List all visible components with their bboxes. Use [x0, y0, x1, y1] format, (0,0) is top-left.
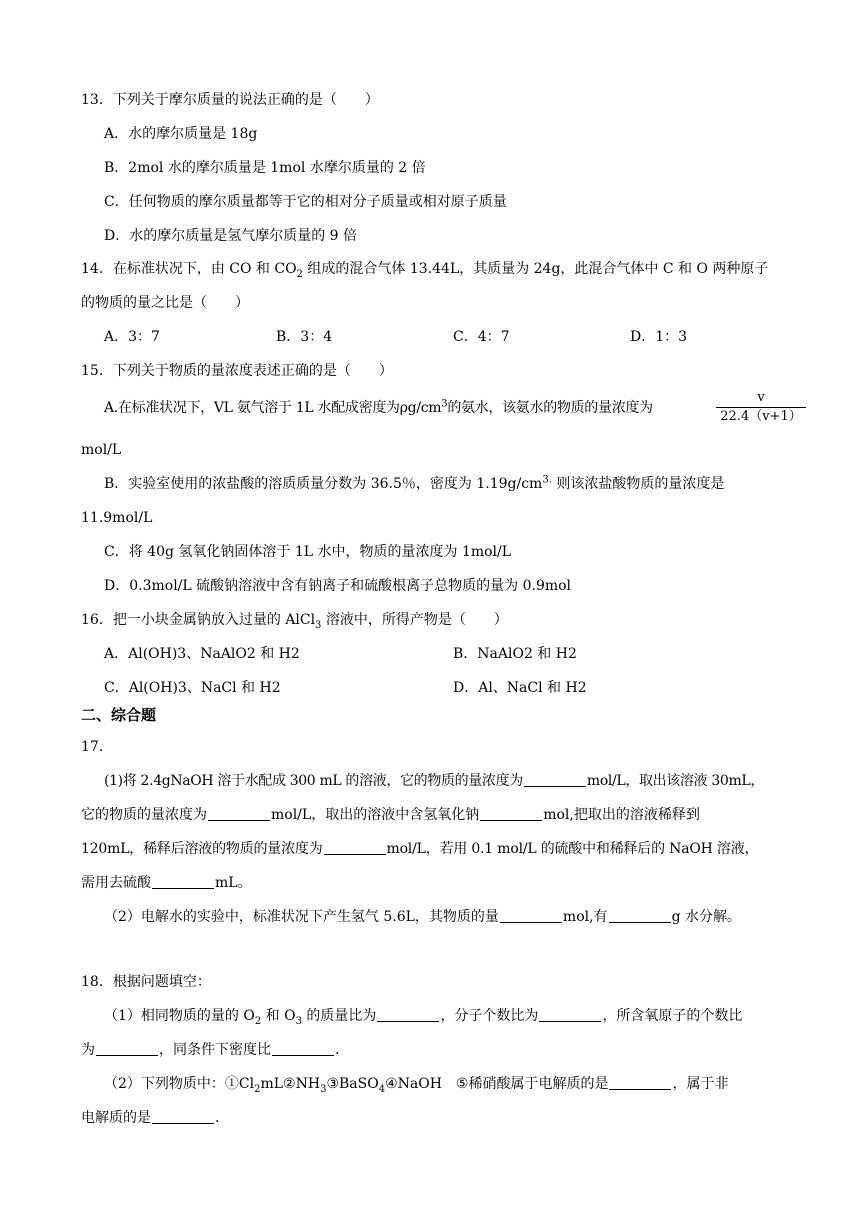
q15-option-a-unit: mol/L [81, 442, 122, 458]
q17-number: 17． [81, 739, 113, 755]
answer-blank[interactable] [96, 1041, 158, 1056]
q15-option-a: A.在标准状况下，VL 氨气溶于 1L 水配成密度为$\rho g/cm^3$的氨水，该氨水的物质的量浓度为 [104, 398, 653, 416]
q15-option-a-fraction [716, 389, 806, 426]
fraction-numerator: v [716, 389, 806, 408]
answer-blank[interactable] [152, 874, 214, 889]
q13-stem: 13．下列关于摩尔质量的说法正确的是（ ） [81, 92, 379, 108]
q18-part2-line1: （2）下列物质中：$①Cl_2mL②NH_3③BaSO_4④NaOH$ ⑤稀硝酸属于电解质的是 ，属于非 [104, 1076, 729, 1095]
q18-part2-line2: 电解质的是 . [81, 1110, 220, 1126]
answer-blank[interactable] [524, 772, 586, 787]
q16-option-d: D．Al、NaCl 和 H2 [453, 680, 587, 696]
fraction-denominator: 22.4（v+1） [720, 409, 802, 424]
q13-option-d: D．水的摩尔质量是氢气摩尔质量的 9 倍 [104, 228, 358, 244]
q13-option-c: C．任何物质的摩尔质量都等于它的相对分子质量或相对原子质量 [104, 194, 507, 210]
answer-blank[interactable] [208, 806, 270, 821]
answer-blank[interactable] [377, 1007, 439, 1022]
q15-option-d: D．0.3mol/L 硫酸钠溶液中含有钠离子和硫酸根离子总物质的量为 0.9mol [104, 578, 572, 594]
q15-stem: 15．下列关于物质的量浓度表述正确的是（ ） [81, 363, 393, 379]
q17-part1-line2: 它的物质的量浓度为 mol/L，取出的溶液中含氢氧化钠 mol,把取出的溶液稀释到 [81, 807, 700, 823]
q18-stem: 18．根据问题填空： [81, 974, 211, 990]
answer-blank[interactable] [539, 1007, 601, 1022]
q17-part1-line1: (1)将 2.4gNaOH 溶于水配成 300 mL 的溶液，它的物质的量浓度为 mol/L，取出该溶液 30mL， [104, 773, 764, 789]
answer-blank[interactable] [609, 1075, 671, 1090]
q17-part2: （2）电解水的实验中，标准状况下产生氢气 5.6L，其物质的量 mol,有 g 水分解。 [104, 909, 741, 925]
q13-option-b: B．2mol 水的摩尔质量是 1mol 水摩尔质量的 2 倍 [104, 160, 426, 176]
section-2-title: 二、综合题 [81, 706, 157, 724]
q17-part1-line3: 120mL，稀释后溶液的物质的量浓度为 mol/L，若用 0.1 mol/L 的硫酸中和稀释后的 NaOH 溶液， [81, 841, 759, 857]
q18-part1-line2: 为 ，同条件下密度比 . [81, 1042, 340, 1058]
q13-option-a: A．水的摩尔质量是 18g [104, 126, 258, 142]
answer-blank[interactable] [480, 806, 542, 821]
q15-option-c: C．将 40g 氢氧化钠固体溶于 1L 水中，物质的量浓度为 1mol/L [104, 544, 512, 560]
q16-option-a: A．Al(OH)3、NaAlO2 和 H2 [104, 646, 300, 662]
q15-option-b: B．实验室使用的浓盐酸的溶质质量分数为 36.5％，密度为 $1.19g/cm^{3.}$ 则该浓盐酸物质的量浓度是 [104, 474, 725, 492]
q18-part1-line1: （1）相同物质的量的 $O_2$ 和 $O_3$ 的质量比为 ，分子个数比为 ，所含氧原子的个数比 [104, 1008, 743, 1027]
q15-option-b-line2: 11.9mol/L [81, 510, 153, 526]
q14-stem: 14．在标准状况下，由 CO 和 $CO_2$ 组成的混合气体 13.44L，其质量为 24g，此混合气体中 C 和 O 两种原子 [81, 261, 769, 280]
q16-option-b: B．NaAlO2 和 H2 [453, 646, 577, 662]
q14-stem-line2: 的物质的量之比是（ ） [81, 295, 249, 311]
q17-part1-line4: 需用去硫酸 mL。 [81, 875, 252, 891]
answer-blank[interactable] [152, 1109, 214, 1124]
q14-option-a: A．3：7 [104, 329, 160, 345]
answer-blank[interactable] [609, 908, 671, 923]
answer-blank[interactable] [324, 840, 386, 855]
q14-option-d: D．1：3 [630, 329, 688, 345]
q16-stem: 16．把一小块金属钠放入过量的 AlCl$_3$ 溶液中，所得产物是（ ） [81, 612, 508, 631]
q14-option-b: B．3：4 [276, 329, 333, 345]
q14-option-c: C．4：7 [453, 329, 510, 345]
q16-option-c: C．Al(OH)3、NaCl 和 H2 [104, 680, 281, 696]
answer-blank[interactable] [500, 908, 562, 923]
answer-blank[interactable] [272, 1041, 334, 1056]
